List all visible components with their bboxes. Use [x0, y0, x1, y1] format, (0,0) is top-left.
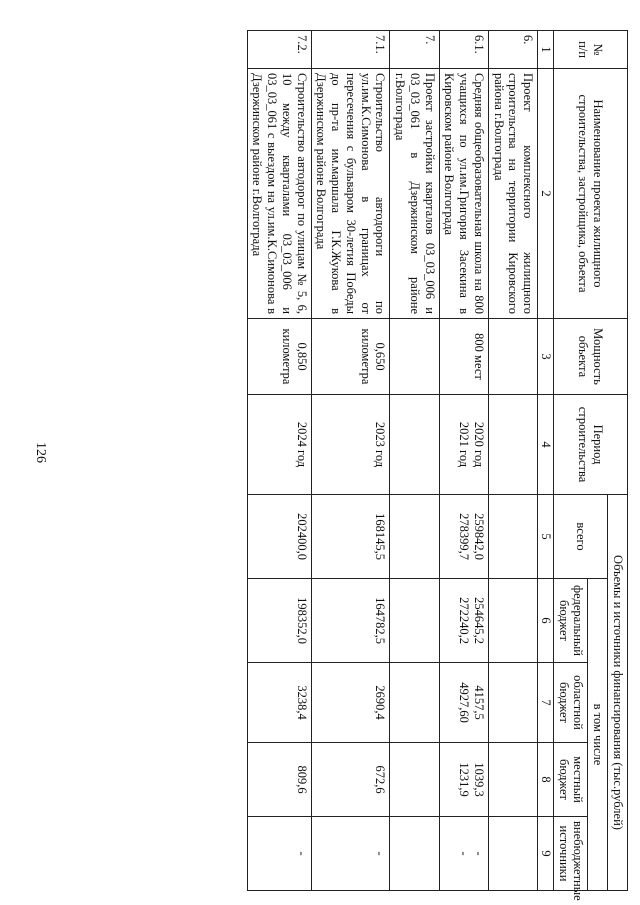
header-number: № п/п	[554, 31, 628, 69]
row-period	[489, 395, 538, 495]
row-name: Средняя общеобразовательная школа на 800 учащихся по ул.им.Григория Засекина в Кировском районе Волгограда	[439, 69, 488, 319]
header-federal: федеральный бюджет	[554, 579, 589, 663]
rotated-table-container	[30, 30, 628, 901]
column-number: 9	[538, 817, 554, 891]
row-capacity	[390, 319, 439, 395]
row-period: 2024 год	[247, 395, 311, 495]
row-total	[390, 495, 439, 579]
column-number: 6	[538, 579, 554, 663]
row-number: 7.1.	[311, 31, 390, 69]
row-local	[489, 743, 538, 817]
header-including: в том числе	[588, 579, 608, 891]
row-capacity: 0,650 километра	[311, 319, 390, 395]
row-extra: -	[311, 817, 390, 891]
row-extra	[489, 817, 538, 891]
row-federal: 164782,5	[311, 579, 390, 663]
row-local	[390, 743, 439, 817]
table-row	[489, 31, 538, 891]
row-number: 7.	[390, 31, 439, 69]
row-extra: -	[247, 817, 311, 891]
row-federal	[489, 579, 538, 663]
row-capacity: 800 мест	[439, 319, 488, 395]
row-total: 202400,0	[247, 495, 311, 579]
funding-table	[247, 30, 628, 901]
row-regional: 2690,4	[311, 663, 390, 743]
row-regional	[489, 663, 538, 743]
table-row	[247, 31, 311, 891]
row-name: Проект застройки кварталов 03_03_006 и 03_03_061 в Дзержинском районе г.Волгограда	[390, 69, 439, 319]
row-number: 6.1.	[439, 31, 488, 69]
row-federal	[390, 579, 439, 663]
row-local: 1039,3 1231,9	[439, 743, 488, 817]
header-extra: внебюджетные источники	[554, 817, 589, 891]
column-number: 1	[538, 31, 554, 69]
row-regional: 3238,4	[247, 663, 311, 743]
row-total: 168145,5	[311, 495, 390, 579]
row-federal: 198352,0	[247, 579, 311, 663]
column-number: 7	[538, 663, 554, 743]
header-capacity: Мощность объекта	[554, 319, 628, 395]
column-number: 5	[538, 495, 554, 579]
row-period	[390, 395, 439, 495]
row-name: Строительство автодорог по улицам № 5, 6, 10 между кварталами 03_03_006 и 03_03_061 с выездом на ул.им.К.Симонова в Дзержинском районе г.Волгограда	[247, 69, 311, 319]
row-period: 2023 год	[311, 395, 390, 495]
header-total: всего	[554, 495, 608, 579]
row-name: Строительство автодороги по ул.им.К.Симонова в границах от пересечения с бульваром 30-летия Победы до пр-та им.маршала Г.К.Жукова в Дзержинском районе Волгограда	[311, 69, 390, 319]
row-regional	[390, 663, 439, 743]
header-period: Период строительства	[554, 395, 628, 495]
column-number: 2	[538, 69, 554, 319]
row-total	[489, 495, 538, 579]
header-project-name: Наименование проекта жилищного строительства, застройщика, объекта	[554, 69, 628, 319]
row-name: Проект комплексного жилищного строительства на территории Кировского района г.Волгограда	[489, 69, 538, 319]
column-number: 4	[538, 395, 554, 495]
row-capacity	[489, 319, 538, 395]
row-number: 7.2.	[247, 31, 311, 69]
row-total: 259842,0 278399,7	[439, 495, 488, 579]
header-local: местный бюджет	[554, 743, 589, 817]
header-funding-group: Объемы и источники финансирования (тыс.рублей)	[608, 495, 628, 891]
row-local: 809,6	[247, 743, 311, 817]
table-row	[439, 31, 488, 891]
column-number: 3	[538, 319, 554, 395]
column-number: 8	[538, 743, 554, 817]
header-regional: областной бюджет	[554, 663, 589, 743]
row-number: 6.	[489, 31, 538, 69]
row-federal: 254645,2 272240,2	[439, 579, 488, 663]
table-row	[311, 31, 390, 891]
table-row	[390, 31, 439, 891]
row-extra	[390, 817, 439, 891]
column-number-row	[538, 31, 554, 891]
page-number: 126	[33, 442, 48, 463]
row-local: 672,6	[311, 743, 390, 817]
row-capacity: 0,850 километра	[247, 319, 311, 395]
row-regional: 4157,5 4927,60	[439, 663, 488, 743]
row-extra: - -	[439, 817, 488, 891]
row-period: 2020 год 2021 год	[439, 395, 488, 495]
